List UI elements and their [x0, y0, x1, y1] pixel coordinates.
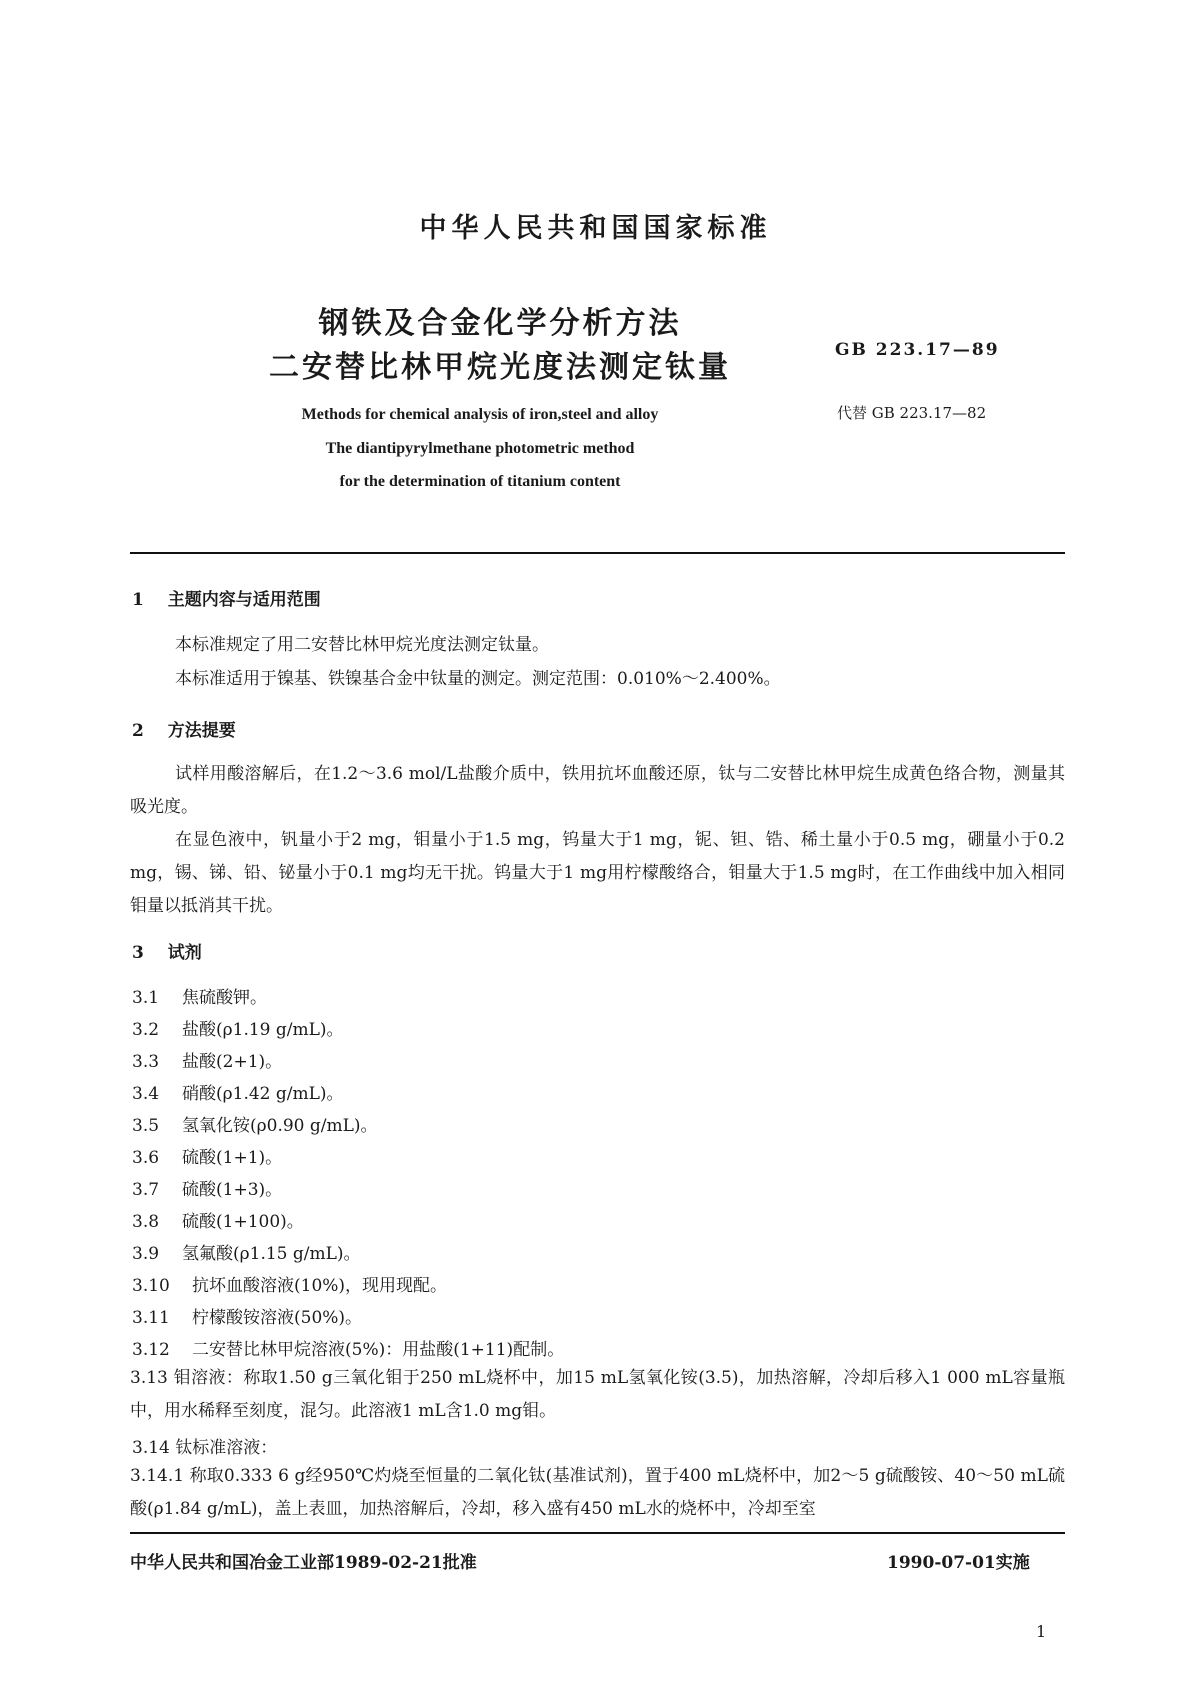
item-text: 抗坏血酸溶液(10%)，现用现配。 — [192, 1276, 448, 1296]
item-text: 氢氧化铵(ρ0.90 g/mL)。 — [182, 1116, 378, 1136]
item-number: 3.10 — [132, 1276, 170, 1296]
reagent-item-3-14: 3.14 钛标准溶液： — [132, 1438, 278, 1458]
section-title: 方法提要 — [167, 721, 236, 741]
section-number: 1 — [132, 590, 144, 610]
section-2-heading — [132, 716, 236, 741]
item-number: 3.5 — [132, 1116, 160, 1136]
item-number: 3.4 — [132, 1084, 160, 1104]
item-text: 氢氟酸(ρ1.15 g/mL)。 — [182, 1244, 361, 1264]
reagent-item — [132, 1111, 378, 1136]
item-text: 硝酸(ρ1.42 g/mL)。 — [182, 1084, 344, 1104]
document-title-line1: 钢铁及合金化学分析方法 — [318, 306, 682, 341]
item-text: 硫酸(1+3)。 — [182, 1180, 283, 1200]
approval-note: 中华人民共和国冶金工业部1989-02-21批准 — [130, 1553, 477, 1573]
replaces-note: 代替 GB 223.17—82 — [837, 404, 987, 422]
item-number: 3.7 — [132, 1180, 160, 1200]
section-number: 2 — [132, 721, 144, 741]
item-number: 3.12 — [132, 1340, 170, 1360]
national-standard-title: 中华人民共和国国家标准 — [419, 213, 772, 244]
page-number: 1 — [1036, 1622, 1047, 1641]
reagent-item — [132, 983, 267, 1008]
section-1-paragraph-1: 本标准规定了用二安替比林甲烷光度法测定钛量。 — [175, 635, 549, 655]
item-number: 3.11 — [132, 1308, 170, 1328]
item-number: 3.8 — [132, 1212, 160, 1232]
standard-number: GB 223.17—89 — [835, 340, 1000, 360]
item-number: 3.9 — [132, 1244, 160, 1264]
section-1-heading — [132, 585, 321, 610]
reagent-item — [132, 1271, 447, 1296]
item-text: 盐酸(ρ1.19 g/mL)。 — [182, 1020, 344, 1040]
english-title-line3: for the determination of titanium content — [339, 473, 621, 490]
english-title-line1: Methods for chemical analysis of iron,steel and alloy — [301, 406, 659, 423]
reagent-item-3-14-1: 3.14.1 称取0.333 6 g经950℃灼烧至恒量的二氧化钛(基准试剂)，置于400 mL烧杯中，加2～5 g硫酸铵、40～50 mL硫酸(ρ1.84 g/mL)，盖上表皿，加热溶解后，冷却，移入盛有450 mL水的烧杯中，冷却至室 — [130, 1466, 1065, 1519]
reagent-item — [132, 1303, 362, 1328]
section-2-paragraph-2: 在显色液中，钒量小于2 mg，钼量小于1.5 mg，钨量大于1 mg，铌、钽、锆、稀土量小于0.5 mg，硼量小于0.2 mg，锡、锑、铅、铋量小于0.1 mg均无干扰。钨量大于1 mg用柠檬酸络合，钼量大于1.5 mg时，在工作曲线中加入相同钼量以抵消其干扰。 — [130, 830, 1065, 916]
reagent-item — [132, 1015, 344, 1040]
item-text: 二安替比林甲烷溶液(5%)：用盐酸(1+11)配制。 — [192, 1340, 565, 1360]
section-1-paragraph-2: 本标准适用于镍基、铁镍基合金中钛量的测定。测定范围：0.010%～2.400%。 — [175, 669, 781, 689]
reagent-item — [132, 1239, 361, 1264]
section-3-heading — [132, 938, 202, 963]
reagent-item — [132, 1175, 282, 1200]
reagent-item-3-13: 3.13 钼溶液：称取1.50 g三氧化钼于250 mL烧杯中，加15 mL氢氧化铵(3.5)，加热溶解，冷却后移入1 000 mL容量瓶中，用水稀释至刻度，混匀。此溶液1 mL含1.0 mg钼。 — [130, 1368, 1065, 1421]
section-number: 3 — [132, 943, 144, 963]
item-number: 3.6 — [132, 1148, 160, 1168]
bottom-rule — [130, 1532, 1065, 1534]
item-number: 3.2 — [132, 1020, 160, 1040]
reagent-item — [132, 1335, 564, 1360]
reagent-item — [132, 1047, 282, 1072]
item-text: 硫酸(1+1)。 — [182, 1148, 283, 1168]
section-title: 试剂 — [167, 943, 202, 963]
english-title-line2: The diantipyrylmethane photometric method — [325, 440, 635, 457]
reagent-item — [132, 1143, 282, 1168]
item-text: 硫酸(1+100)。 — [182, 1212, 304, 1232]
effective-date: 1990-07-01实施 — [887, 1553, 1030, 1573]
top-rule — [130, 552, 1065, 554]
reagent-item — [132, 1079, 344, 1104]
item-number: 3.3 — [132, 1052, 160, 1072]
item-text: 焦硫酸钾。 — [182, 988, 267, 1008]
item-number: 3.1 — [132, 988, 160, 1008]
item-text: 柠檬酸铵溶液(50%)。 — [192, 1308, 363, 1328]
document-title-line2: 二安替比林甲烷光度法测定钛量 — [269, 350, 731, 385]
section-2-paragraph-1: 试样用酸溶解后，在1.2～3.6 mol/L盐酸介质中，铁用抗坏血酸还原，钛与二安替比林甲烷生成黄色络合物，测量其吸光度。 — [130, 764, 1065, 817]
section-title: 主题内容与适用范围 — [167, 590, 321, 610]
reagent-item — [132, 1207, 304, 1232]
item-text: 盐酸(2+1)。 — [182, 1052, 283, 1072]
